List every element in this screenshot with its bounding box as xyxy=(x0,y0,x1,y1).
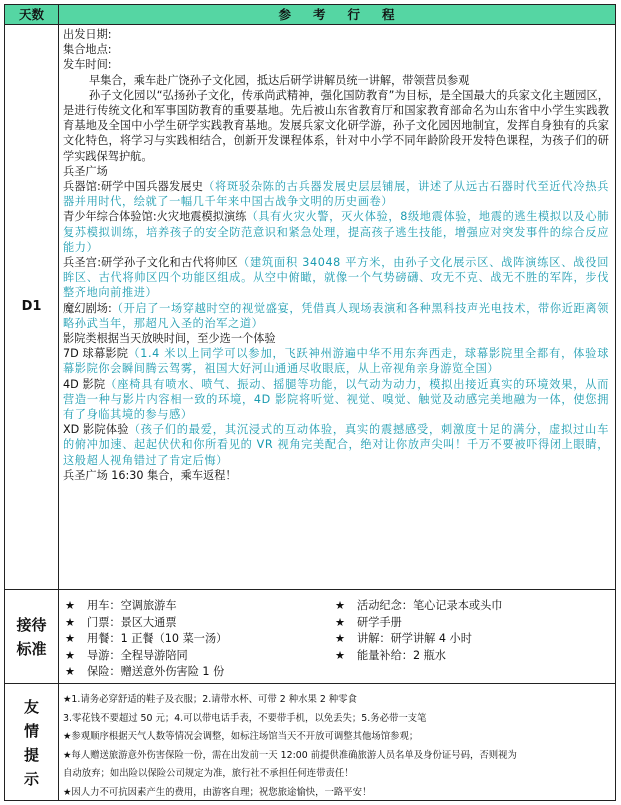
services-label-line1: 接待 xyxy=(16,615,47,634)
tips-char-4: 示 xyxy=(23,770,39,788)
youth-hall xyxy=(63,209,609,255)
theater-desc: （开启了一场穿越时空的视觉盛宴，凭借真人现场表演和各种黑科技声光电技术，带你近距离领略孙武当年，那超凡入圣的治军之道） xyxy=(63,301,609,330)
youth-desc: （具有火灾火警，灭火体验，8级地震体验，地震的逃生模拟以及心肺复苏模拟训练，培养孩子的安全防范意识和紧急处理，提高孩子逃生技能，增强应对突发事件的综合反应能力） xyxy=(63,210,609,254)
cinema-4d xyxy=(63,377,609,423)
star-icon: ★ xyxy=(335,632,346,645)
bingsheng-palace xyxy=(63,255,609,301)
bingsheng-square: 兵圣广场 xyxy=(63,164,108,178)
service-souvenir: 活动纪念：笔心记录本或头巾 xyxy=(357,599,503,612)
theater-title: 魔幻剧场: xyxy=(63,301,112,315)
cinema-7d-desc: （1.4 米以上同学可以参加，飞跃神州游遍中华不用东奔西走，球幕影院里全都有，体验球幕影院你会瞬间腾云驾雾，祖国大好河山通通尽收眼底，从上帝视角亲身游览全国） xyxy=(63,347,609,376)
itinerary-table xyxy=(4,4,616,801)
youth-title: 青少年综合体验馆:火灾地震模拟演练 xyxy=(63,210,247,224)
services-label-line2: 标准 xyxy=(16,639,47,658)
service-meals: 用餐：1 正餐（10 菜一汤） xyxy=(87,632,228,645)
tips-label xyxy=(5,684,58,802)
cinema-4d-title: 4D 影院 xyxy=(63,377,106,391)
weapons-hall xyxy=(63,179,609,209)
tip-line: ★每人赠送旅游意外伤害保险一份，需在出发前一天 12:00 前提供准确旅游人员名单及身份证号码，否则视为 xyxy=(63,749,517,761)
service-water: 能量补给：2 瓶水 xyxy=(357,648,446,662)
service-insurance: 保险：赠送意外伤害险 1 份 xyxy=(87,665,225,678)
services-list xyxy=(65,598,605,681)
tip-line: 自动放弃；如出险以保险公司规定为准，旅行社不承担任何连带责任！ xyxy=(63,768,354,780)
park-intro: 孙子文化园以“弘扬孙子文化，传承尚武精神，强化国防教育”为目标，是全国最大的兵家文化主题园区，是进行传统文化和军事国防教育的重要基地。先后被山东省教育厅和国家教育部命名为山东省中小学生实践教育基地及全国中小学生研学实践教育基地。发展兵家文化研学游，孙子文化园因地制宜，发挥自身独有的兵家文化特色，将学习与实践相结合，创新开发课程体系，针对中小学不同年龄阶段开发特色课程，为孩子们的研学实践保驾护航。 xyxy=(63,88,609,163)
table-header xyxy=(5,5,615,25)
tip-line: 3.零花钱不要超过 50 元；4.可以带电话手表，不要带手机，以免丢失；5.务必带一支笔 xyxy=(63,712,427,724)
return-note: 兵圣广场 16:30 集合，乘车返程！ xyxy=(63,468,237,482)
star-icon: ★ xyxy=(65,665,76,678)
header-itinerary: 参考行程 xyxy=(278,7,417,22)
weapons-desc: （将斑驳杂陈的古兵器发展史层层铺展，讲述了从远古石器时代至近代冷热兵器并用时代，绘就了一幅几千年来中国古战争文明的历史画卷） xyxy=(63,180,609,209)
cinema-intro: 影院类根据当天放映时间，至少选一个体验 xyxy=(63,332,276,346)
cinema-7d-title: 7D 球幕影院 xyxy=(63,347,129,361)
tips-char-1: 友 xyxy=(23,698,39,716)
star-icon: ★ xyxy=(335,615,346,629)
star-icon: ★ xyxy=(335,599,346,612)
row-divider-services xyxy=(5,683,615,684)
service-tickets: 门票：景区大通票 xyxy=(87,615,177,629)
tips-content xyxy=(63,691,611,803)
service-tour-guide: 导游：全程导游陪同 xyxy=(87,648,188,662)
magic-theater xyxy=(63,301,609,331)
cinema-xd-title: XD 影院体验 xyxy=(63,423,129,437)
star-icon: ★ xyxy=(65,615,76,629)
services-label xyxy=(5,590,58,683)
day-content xyxy=(63,27,609,483)
morning-text: 早集合，乘车赴广饶孙子文化园，抵达后研学讲解员统一讲解，带领营员参观 xyxy=(89,73,470,87)
palace-title: 兵圣宫:研学孙子文化和古代将帅区 xyxy=(63,256,238,270)
tip-line: ★1.请务必穿舒适的鞋子及衣服；2.请带水杯、可带 2 种水果 2 种零食 xyxy=(63,694,357,705)
cinema-xd xyxy=(63,422,609,468)
service-vehicle: 用车：空调旅游车 xyxy=(87,599,177,612)
tip-line: ★因人力不可抗因素产生的费用，由游客自理；祝您旅途愉快，一路平安！ xyxy=(63,786,372,798)
star-icon: ★ xyxy=(65,632,76,645)
tip-line: ★参观顺序根据天气人数等情况会调整，如标注场馆当天不开放可调整其他场馆参观； xyxy=(63,731,419,743)
depart-date: 出发日期: xyxy=(63,28,112,41)
service-guide-talk: 讲解：研学讲解 4 小时 xyxy=(357,632,472,645)
header-day: 天数 xyxy=(5,5,59,24)
meet-place: 集合地点: xyxy=(63,43,112,57)
star-icon: ★ xyxy=(335,648,346,662)
cinema-xd-desc: （孩子们的最爱，其沉浸式的互动体验，真实的震撼感受，刺激度十足的满分，虚拟过山车的俯冲加速、起起伏伏和你所看见的 VR 视角完美配合，绝对让你放声尖叫！千万不要被吓得闭上眼睛，这般超人视角错过了肯定后悔） xyxy=(63,423,609,467)
day-label: D1 xyxy=(21,299,42,314)
tips-char-3: 提 xyxy=(23,746,39,764)
star-icon: ★ xyxy=(65,599,76,612)
service-handbook: 研学手册 xyxy=(357,615,402,629)
cinema-7d xyxy=(63,346,609,376)
cinema-4d-desc: （座椅具有喷水、喷气、振动、摇腿等功能，以气动为动力，模拟出接近真实的环境效果，从而营造一种与影片内容相一致的环境，4D 影院将听觉、视觉、嗅觉、触觉及动感完美地融为一体，使您拥有了身临其境的参与感） xyxy=(63,377,609,422)
row-divider-day xyxy=(5,589,615,590)
palace-desc: （建筑面积 34048 平方米，由孙子文化展示区、战阵演练区、战役回眸区、古代将帅区四个功能区组成。从空中俯瞰，就像一个气势磅礴、攻无不克、战无不胜的军阵，步伐整齐地向前推进） xyxy=(63,256,609,300)
tips-char-2: 情 xyxy=(23,722,39,740)
depart-time: 发车时间: xyxy=(63,58,112,72)
weapons-title: 兵器馆:研学中国兵器发展史 xyxy=(63,180,204,194)
star-icon: ★ xyxy=(65,648,76,662)
